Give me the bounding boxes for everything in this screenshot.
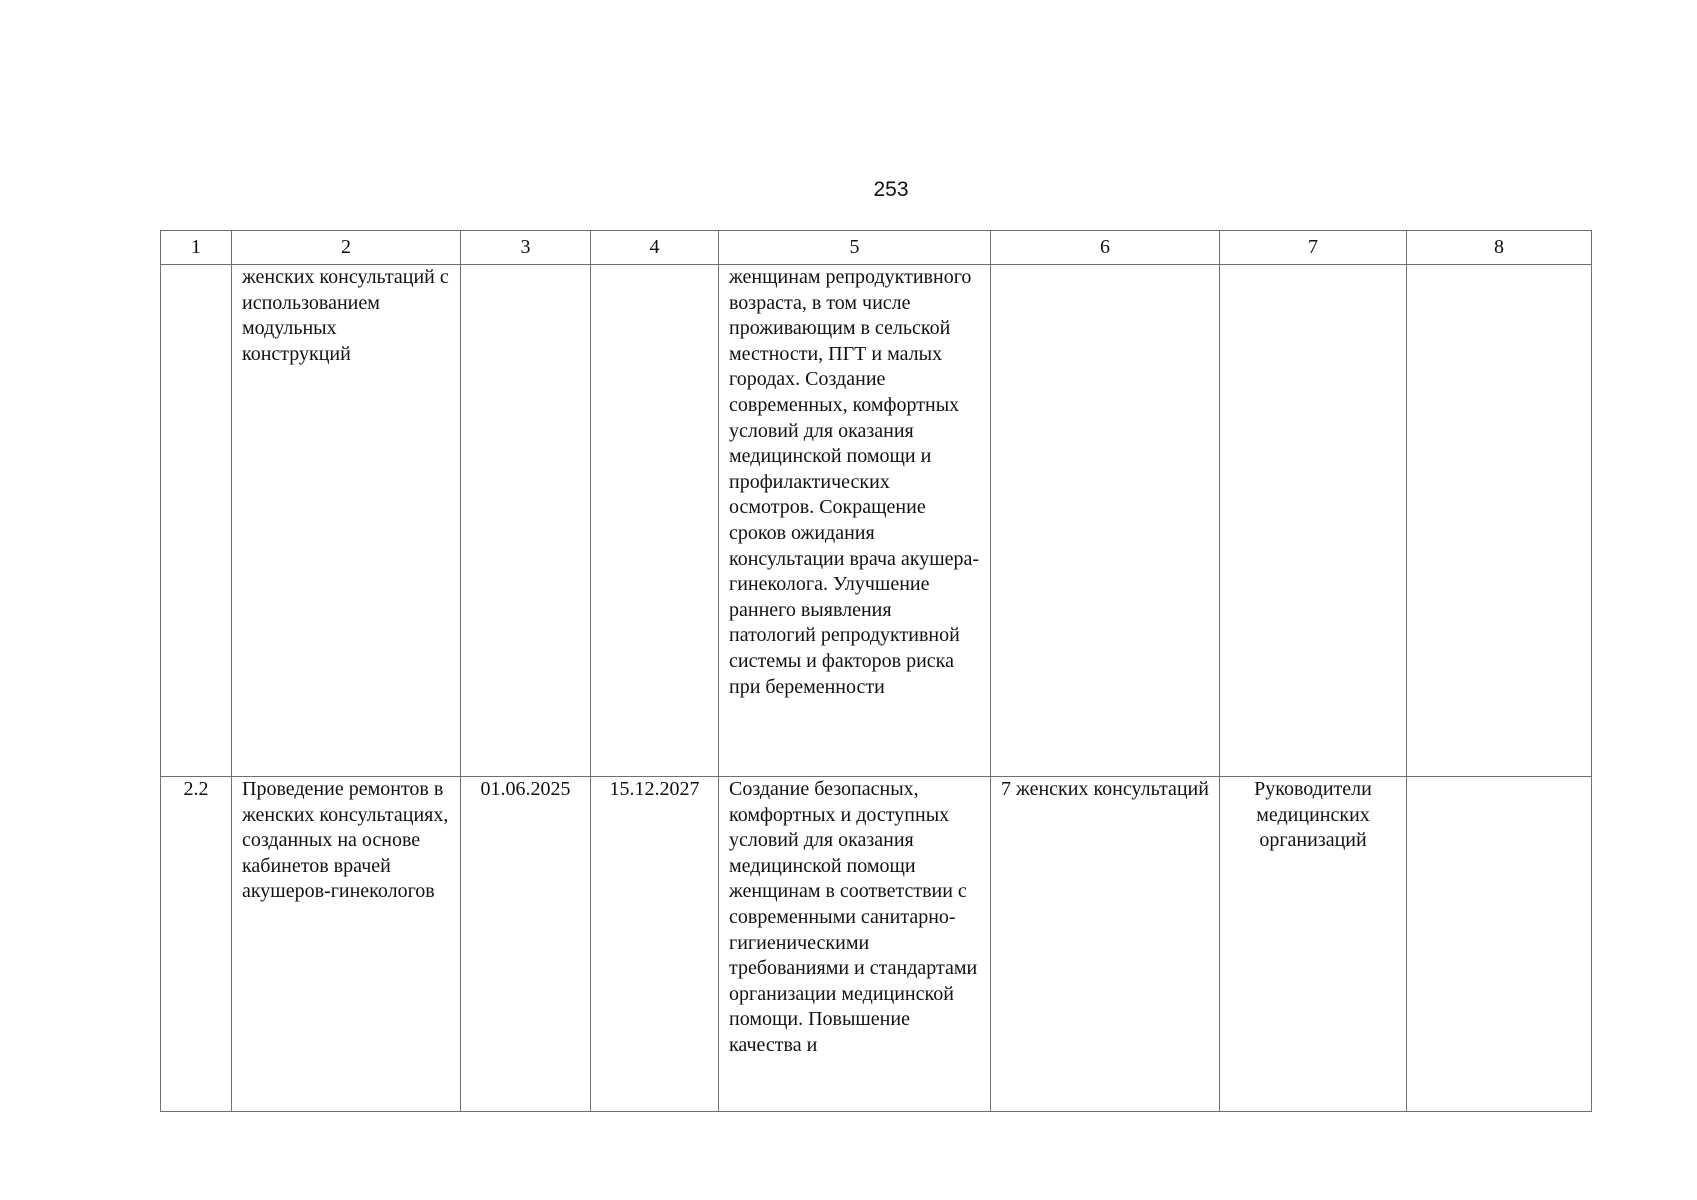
indicator-cell: 7 женских консультаций [991,777,1220,1112]
column-header: 7 [1220,231,1407,265]
plan-table [160,230,1592,1112]
measure-name-cell: Проведение ремонтов в женских консультациях, созданных на основе кабинетов врачей акушеров-гинекологов [232,777,461,1112]
indicator-cell [991,265,1220,777]
end-date-cell: 15.12.2027 [591,777,719,1112]
table-row [161,777,1592,1112]
column-header: 8 [1407,231,1592,265]
column-header: 4 [591,231,719,265]
result-cell: Создание безопасных, комфортных и доступных условий для оказания медицинской помощи женщинам в соответствии с современными санитарно-гигиеническими требованиями и стандартами организации медицинской помощи. Повышение качества и [719,777,991,1112]
table-row [161,265,1592,777]
start-date-cell [461,265,591,777]
note-cell [1407,265,1592,777]
responsible-cell: Руководители медицинских организаций [1220,777,1407,1112]
row-number-cell: 2.2 [161,777,232,1112]
end-date-cell [591,265,719,777]
column-header: 2 [232,231,461,265]
column-header: 6 [991,231,1220,265]
start-date-cell: 01.06.2025 [461,777,591,1112]
table-header-row [161,231,1592,265]
result-cell: женщинам репродуктивного возраста, в том числе проживающим в сельской местности, ПГТ и малых городах. Создание современных, комфортных условий для оказания медицинской помощи и профилактических осмотров. Сокращение сроков ожидания консультации врача акушера-гинеколога. Улучшение раннего выявления патологий репродуктивной системы и факторов риска при беременности [719,265,991,777]
note-cell [1407,777,1592,1112]
responsible-cell [1220,265,1407,777]
column-header: 1 [161,231,232,265]
column-header: 3 [461,231,591,265]
column-header: 5 [719,231,991,265]
row-number-cell [161,265,232,777]
page-number: 253 [873,178,909,201]
measure-name-cell: женских консультаций с использованием модульных конструкций [232,265,461,777]
